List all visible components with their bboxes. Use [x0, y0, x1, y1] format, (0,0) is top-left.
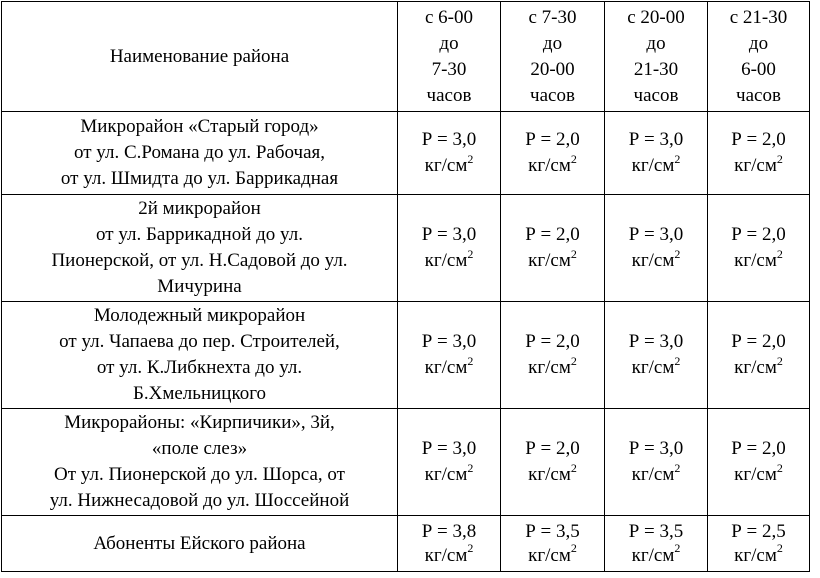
pressure-cell: [501, 516, 605, 572]
pressure-cell: [398, 112, 501, 195]
pressure-cell: [398, 516, 501, 572]
district-line: Молодежный микрорайон: [93, 305, 306, 326]
district-line: Мичурина: [157, 276, 242, 297]
period-to-word: до: [542, 32, 563, 54]
pressure-cell: [398, 409, 501, 516]
pressure-cell: [398, 302, 501, 409]
pressure-value: Р = 3,0: [421, 224, 477, 245]
table-row: [2, 409, 810, 516]
table-row: [2, 195, 810, 302]
pressure-cell: [708, 409, 810, 516]
pressure-unit: $кг/см^2$: [631, 151, 681, 176]
period-header-4: [708, 2, 810, 112]
pressure-unit: $кг/см^2$: [734, 151, 783, 176]
pressure-cell: [708, 195, 810, 302]
pressure-value: Р = 2,0: [731, 224, 786, 245]
pressure-value: Р = 2,0: [525, 331, 580, 352]
period-unit: часов: [426, 84, 472, 106]
pressure-unit: $кг/см^2$: [424, 541, 474, 566]
pressure-value: Р = 3,5: [628, 520, 684, 542]
pressure-unit: $кг/см^2$: [424, 460, 474, 485]
pressure-cell: [708, 302, 810, 409]
pressure-unit: $кг/см^2$: [528, 246, 577, 271]
pressure-value: Р = 2,0: [525, 129, 580, 150]
pressure-cell: [501, 302, 605, 409]
district-cell: [2, 409, 398, 516]
period-to-word: до: [439, 32, 459, 54]
pressure-value: Р = 3,0: [421, 331, 477, 352]
district-line: Микрорайоны: «Кирпичики», 3й,: [64, 412, 335, 433]
pressure-unit: $кг/см^2$: [424, 246, 474, 271]
pressure-cell: [605, 409, 708, 516]
pressure-value: Р = 3,0: [628, 331, 684, 352]
period-header-2: [501, 2, 605, 112]
pressure-value: Р = 3,8: [421, 520, 477, 542]
pressure-cell: [398, 195, 501, 302]
period-to: 20-00: [530, 58, 575, 80]
pressure-unit: $кг/см^2$: [528, 353, 577, 378]
pressure-unit: $кг/см^2$: [528, 541, 577, 566]
pressure-value: Р = 2,0: [731, 129, 786, 150]
pressure-cell: [605, 302, 708, 409]
period-to: 21-30: [633, 58, 679, 80]
pressure-unit: $кг/см^2$: [424, 353, 474, 378]
pressure-unit: $кг/см^2$: [528, 151, 577, 176]
table-row: [2, 302, 810, 409]
header-row: [2, 2, 810, 112]
pressure-cell: [605, 112, 708, 195]
district-line: от ул. Шмидта до ул. Баррикадная: [60, 168, 339, 189]
period-from: с 6-00: [424, 6, 473, 28]
district-line: Абоненты Ейского района: [93, 532, 306, 554]
period-from: с 21-30: [729, 6, 788, 28]
pressure-cell: [708, 112, 810, 195]
period-to-word: до: [646, 32, 666, 54]
district-line: от ул. С.Романа до ул. Рабочая,: [74, 142, 325, 163]
district-line: от ул. Баррикадной до ул.: [96, 224, 303, 245]
period-header-3: [605, 2, 708, 112]
period-from: с 7-30: [528, 6, 577, 28]
pressure-unit: $кг/см^2$: [734, 460, 783, 485]
period-to-word: до: [748, 32, 769, 54]
period-to: 6-00: [741, 58, 776, 80]
pressure-unit: $кг/см^2$: [631, 246, 681, 271]
district-line: от ул. К.Либкнехта до ул.: [96, 357, 303, 378]
period-from: с 20-00: [627, 6, 685, 28]
pressure-unit: $кг/см^2$: [631, 541, 681, 566]
pressure-value: Р = 3,0: [421, 438, 477, 459]
district-line: «поле слез»: [151, 438, 248, 459]
pressure-schedule-table: [1, 1, 810, 572]
pressure-cell: [708, 516, 810, 572]
pressure-value: Р = 3,0: [628, 438, 684, 459]
district-cell: [2, 195, 398, 302]
district-cell: [2, 302, 398, 409]
pressure-value: Р = 3,0: [628, 129, 684, 150]
pressure-cell: [501, 195, 605, 302]
pressure-unit: $кг/см^2$: [631, 460, 681, 485]
pressure-value: Р = 2,0: [525, 438, 580, 459]
district-line: Микрорайон «Старый город»: [80, 116, 319, 137]
pressure-value: Р = 2,0: [731, 331, 786, 352]
pressure-value: Р = 2,0: [525, 224, 580, 245]
period-header-1: [398, 2, 501, 112]
pressure-unit: $кг/см^2$: [734, 541, 783, 566]
pressure-unit: $кг/см^2$: [734, 246, 783, 271]
period-to: 7-30: [431, 58, 467, 80]
pressure-cell: [501, 112, 605, 195]
district-line: от ул. Чапаева до пер. Строителей,: [59, 331, 340, 352]
pressure-cell: [605, 195, 708, 302]
district-cell: [2, 516, 398, 572]
district-column-header: Наименование района: [2, 2, 398, 112]
district-cell: [2, 112, 398, 195]
table-row: [2, 112, 810, 195]
pressure-value: Р = 2,5: [731, 520, 786, 542]
table-row: [2, 516, 810, 572]
district-line: 2й микрорайон: [138, 198, 261, 219]
district-line: Пионерской, от ул. Н.Садовой до ул.: [51, 250, 348, 271]
pressure-unit: $кг/см^2$: [631, 353, 681, 378]
pressure-value: Р = 3,0: [628, 224, 684, 245]
pressure-value: Р = 2,0: [731, 438, 786, 459]
pressure-unit: $кг/см^2$: [528, 460, 577, 485]
pressure-unit: $кг/см^2$: [424, 151, 474, 176]
district-line: ул. Нижнесадовой до ул. Шоссейной: [49, 490, 350, 511]
period-unit: часов: [633, 84, 679, 106]
period-unit: часов: [736, 84, 781, 106]
district-line: Б.Хмельницкого: [132, 383, 267, 404]
pressure-cell: [605, 516, 708, 572]
pressure-value: Р = 3,0: [421, 129, 477, 150]
district-line: От ул. Пионерской до ул. Шорса, от: [54, 464, 345, 485]
pressure-value: Р = 3,5: [525, 520, 580, 542]
pressure-unit: $кг/см^2$: [734, 353, 783, 378]
pressure-cell: [501, 409, 605, 516]
period-unit: часов: [530, 84, 575, 106]
